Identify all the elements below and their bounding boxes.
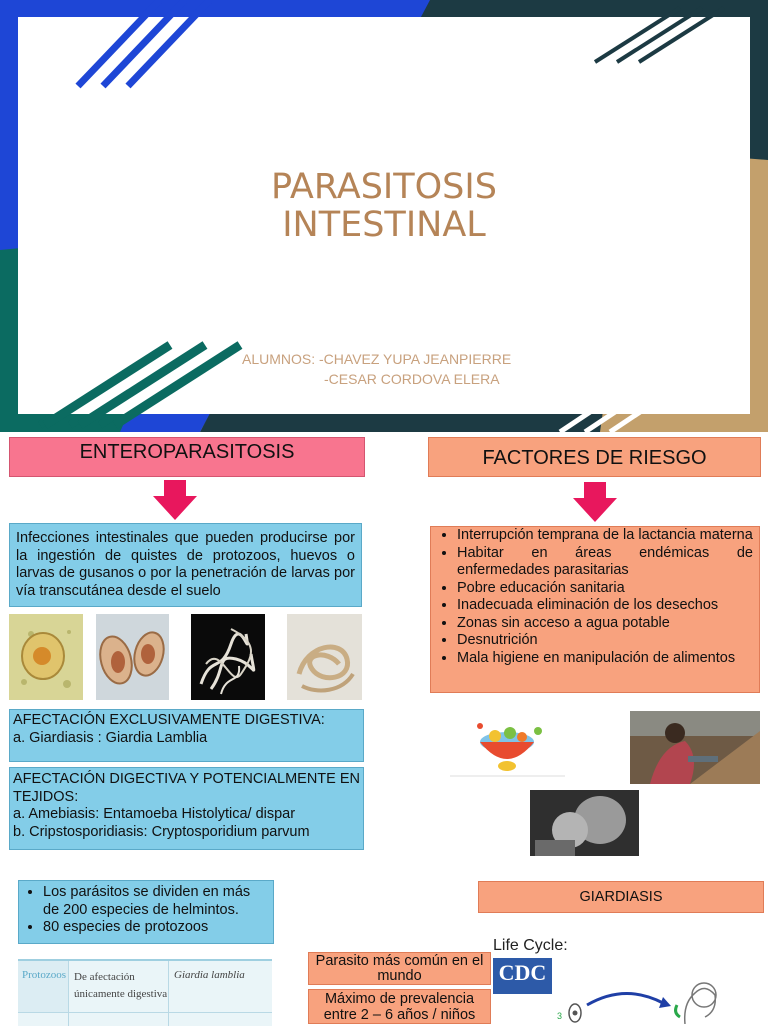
- table-cell-afectacion-2: únicamente digestiva: [74, 988, 168, 1000]
- definition-text: Infecciones intestinales que pueden producirse por la ingestión de quistes de protozoos, huevos o larvas de gusanos o por la penetración de larvas por vía transcutánea desde el suelo: [16, 530, 355, 599]
- worms-image: [191, 614, 265, 700]
- egg-image: [96, 614, 169, 700]
- risk-factors-header-text: FACTORES DE RIESGO: [482, 447, 707, 469]
- cdc-logo-text: CDC: [498, 960, 547, 985]
- risk-factor-1: • Interrupción temprana de la lactancia materna: [457, 527, 753, 545]
- classification-table: [18, 959, 272, 1026]
- cyst-image: [9, 614, 83, 700]
- digestive-only-title: AFECTACIÓN EXCLUSIVAMENTE DIGESTIVA:: [13, 712, 325, 728]
- prevalence-box: [308, 989, 491, 1024]
- roundworm-image: [287, 614, 362, 700]
- malnourished-child-image: [530, 790, 639, 856]
- most-common-box: [308, 952, 491, 985]
- child-drinking-image: [630, 711, 760, 784]
- table-cell-afectacion: [74, 969, 167, 1003]
- title-slide: [0, 0, 768, 432]
- digestive-tissue-title: AFECTACIÓN DIGECTIVA Y POTENCIALMENTE EN TEJIDOS:: [13, 771, 360, 805]
- digestive-tissue-box: [9, 767, 364, 850]
- enteroparasitosis-header-text: ENTEROPARASITOSIS: [79, 441, 295, 463]
- food-bowl-image: [450, 706, 565, 778]
- risk-factor-2: • Habitar en áreas endémicas de enfermedades parasitarias: [457, 545, 753, 580]
- down-arrow-icon: [153, 480, 197, 520]
- authors-line-2: -CESAR CORDOVA ELERA: [324, 371, 500, 387]
- down-arrow-icon: [573, 482, 617, 522]
- svg-text:3: 3: [557, 1011, 563, 1021]
- giardiasis-box: [478, 881, 764, 913]
- table-cell-giardia: Giardia lamblia: [174, 969, 245, 981]
- cdc-logo: [493, 958, 552, 994]
- authors-line-1: ALUMNOS: -CHAVEZ YUPA JEANPIERRE: [242, 351, 512, 367]
- digestive-only-box: [9, 709, 364, 762]
- table-cell-protozoos: Protozoos: [22, 969, 66, 981]
- definition-box: [9, 523, 362, 607]
- species-bullet-2: • 80 especies de protozoos: [43, 919, 269, 937]
- slide-title-line-1: PARASITOSIS: [271, 167, 497, 207]
- life-cycle-label: Life Cycle:: [493, 937, 568, 954]
- enteroparasitosis-header: [9, 437, 365, 477]
- species-box: [18, 880, 274, 944]
- risk-factor-7: • Mala higiene en manipulación de alimentos: [457, 650, 753, 668]
- slide-title-line-2: INTESTINAL: [282, 205, 486, 245]
- risk-factor-3: • Pobre educación sanitaria: [457, 580, 753, 598]
- digestive-tissue-item-b: b. Cripstosporidiasis: Cryptosporidium parvum: [13, 823, 310, 840]
- prevalence-text: Máximo de prevalencia entre 2 – 6 años / niños: [323, 991, 476, 1023]
- slide-title: [18, 168, 750, 244]
- most-common-text: Parasito más común en el mundo: [315, 953, 484, 984]
- risk-factors-header: [428, 437, 761, 477]
- table-cell-afectacion-1: De afectación: [74, 971, 135, 983]
- digestive-tissue-item-a: a. Amebiasis: Entamoeba Histolytica/ dispar: [13, 806, 296, 822]
- life-cycle-diagram: [555, 975, 765, 1024]
- risk-factor-4: • Inadecuada eliminación de los desechos: [457, 597, 753, 615]
- risk-factors-box: [430, 526, 760, 693]
- giardiasis-text: GIARDIASIS: [579, 889, 663, 905]
- risk-factor-5: • Zonas sin acceso a agua potable: [457, 615, 753, 633]
- species-bullet-1: • Los parásitos se dividen en más de 200 especies de helmintos.: [43, 884, 269, 919]
- authors: [242, 349, 511, 389]
- digestive-only-item-a: a. Giardiasis : Giardia Lamblia: [13, 729, 208, 746]
- risk-factor-6: • Desnutrición: [457, 632, 753, 650]
